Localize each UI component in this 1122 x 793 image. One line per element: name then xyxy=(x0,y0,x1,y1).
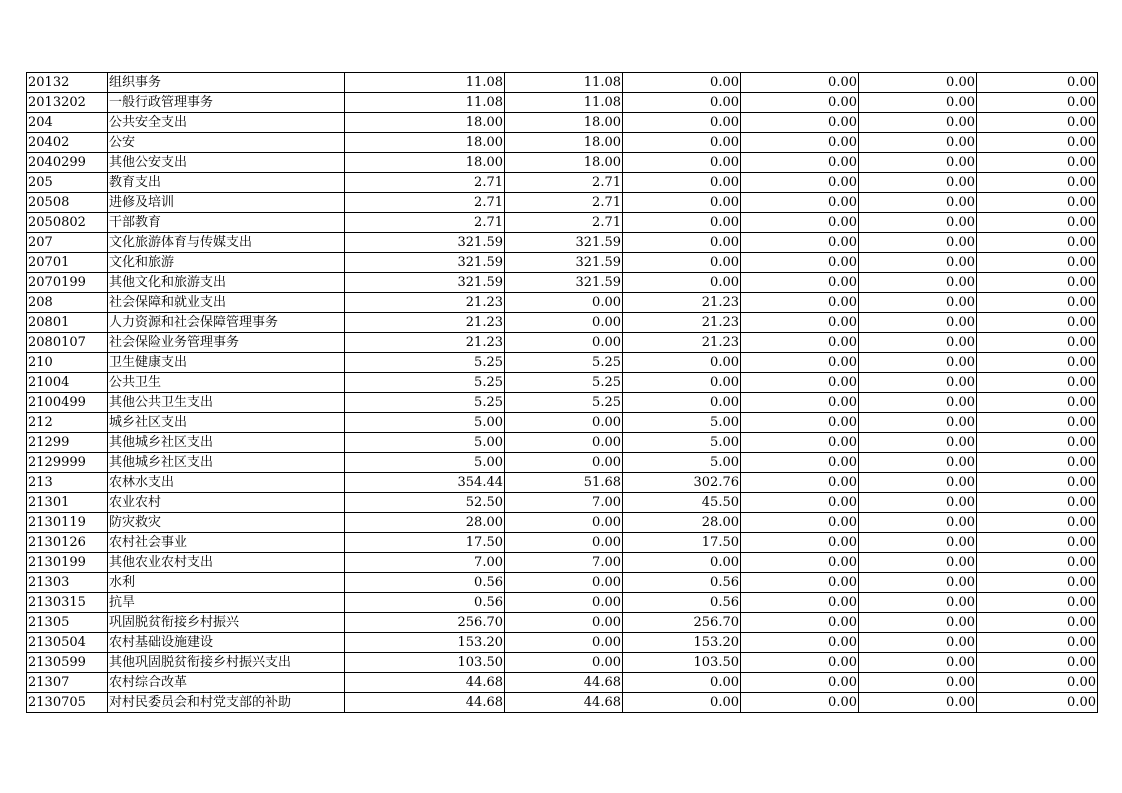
subject-code-cell: 2130504 xyxy=(27,633,108,653)
subject-name-cell: 干部教育 xyxy=(108,213,345,233)
amount-cell: 2.71 xyxy=(505,193,623,213)
amount-cell: 0.00 xyxy=(859,613,977,633)
amount-cell: 18.00 xyxy=(345,113,505,133)
amount-cell: 11.08 xyxy=(505,93,623,113)
amount-cell: 0.56 xyxy=(345,573,505,593)
amount-cell: 0.00 xyxy=(977,593,1098,613)
amount-cell: 2.71 xyxy=(345,213,505,233)
amount-cell: 17.50 xyxy=(345,533,505,553)
amount-cell: 7.00 xyxy=(345,553,505,573)
subject-name-cell: 农业农村 xyxy=(108,493,345,513)
amount-cell: 0.00 xyxy=(977,393,1098,413)
amount-cell: 0.00 xyxy=(505,293,623,313)
amount-cell: 0.00 xyxy=(505,653,623,673)
amount-cell: 0.00 xyxy=(623,93,741,113)
subject-code-cell: 2130599 xyxy=(27,653,108,673)
amount-cell: 0.00 xyxy=(977,213,1098,233)
amount-cell: 5.25 xyxy=(505,353,623,373)
amount-cell: 0.00 xyxy=(859,153,977,173)
table-row xyxy=(27,433,1098,453)
subject-name-cell: 城乡社区支出 xyxy=(108,413,345,433)
subject-name-cell: 其他城乡社区支出 xyxy=(108,433,345,453)
amount-cell: 0.00 xyxy=(505,593,623,613)
subject-code-cell: 2070199 xyxy=(27,273,108,293)
subject-name-cell: 农村基础设施建设 xyxy=(108,633,345,653)
subject-name-cell: 其他巩固脱贫衔接乡村振兴支出 xyxy=(108,653,345,673)
amount-cell: 0.00 xyxy=(623,173,741,193)
amount-cell: 21.23 xyxy=(345,333,505,353)
amount-cell: 0.00 xyxy=(741,593,859,613)
amount-cell: 321.59 xyxy=(505,273,623,293)
amount-cell: 0.00 xyxy=(859,693,977,713)
table-row xyxy=(27,533,1098,553)
amount-cell: 0.00 xyxy=(977,633,1098,653)
amount-cell: 28.00 xyxy=(623,513,741,533)
amount-cell: 0.00 xyxy=(859,553,977,573)
amount-cell: 0.00 xyxy=(623,213,741,233)
amount-cell: 0.00 xyxy=(977,613,1098,633)
table-row xyxy=(27,173,1098,193)
amount-cell: 0.00 xyxy=(977,273,1098,293)
amount-cell: 0.00 xyxy=(859,233,977,253)
amount-cell: 321.59 xyxy=(505,233,623,253)
amount-cell: 0.56 xyxy=(623,593,741,613)
amount-cell: 0.00 xyxy=(977,653,1098,673)
amount-cell: 18.00 xyxy=(505,113,623,133)
table-row xyxy=(27,233,1098,253)
subject-name-cell: 社会保险业务管理事务 xyxy=(108,333,345,353)
amount-cell: 256.70 xyxy=(623,613,741,633)
table-row xyxy=(27,653,1098,673)
table-row xyxy=(27,313,1098,333)
amount-cell: 0.00 xyxy=(741,633,859,653)
amount-cell: 44.68 xyxy=(505,673,623,693)
amount-cell: 0.00 xyxy=(741,573,859,593)
subject-code-cell: 2050802 xyxy=(27,213,108,233)
subject-code-cell: 21303 xyxy=(27,573,108,593)
table-row xyxy=(27,493,1098,513)
amount-cell: 52.50 xyxy=(345,493,505,513)
amount-cell: 0.00 xyxy=(741,473,859,493)
amount-cell: 0.00 xyxy=(623,193,741,213)
amount-cell: 0.00 xyxy=(977,73,1098,93)
amount-cell: 0.00 xyxy=(741,553,859,573)
amount-cell: 0.00 xyxy=(741,453,859,473)
amount-cell: 21.23 xyxy=(623,313,741,333)
amount-cell: 44.68 xyxy=(505,693,623,713)
amount-cell: 0.00 xyxy=(859,133,977,153)
amount-cell: 354.44 xyxy=(345,473,505,493)
amount-cell: 0.00 xyxy=(977,173,1098,193)
amount-cell: 321.59 xyxy=(345,253,505,273)
subject-name-cell: 其他文化和旅游支出 xyxy=(108,273,345,293)
subject-name-cell: 其他农业农村支出 xyxy=(108,553,345,573)
amount-cell: 0.00 xyxy=(977,553,1098,573)
amount-cell: 0.00 xyxy=(741,193,859,213)
table-row xyxy=(27,333,1098,353)
subject-name-cell: 一般行政管理事务 xyxy=(108,93,345,113)
subject-code-cell: 212 xyxy=(27,413,108,433)
amount-cell: 0.00 xyxy=(977,293,1098,313)
amount-cell: 18.00 xyxy=(505,133,623,153)
subject-code-cell: 21301 xyxy=(27,493,108,513)
amount-cell: 0.00 xyxy=(741,133,859,153)
subject-name-cell: 公安 xyxy=(108,133,345,153)
amount-cell: 0.00 xyxy=(859,633,977,653)
amount-cell: 0.00 xyxy=(741,113,859,133)
amount-cell: 0.00 xyxy=(977,473,1098,493)
amount-cell: 0.00 xyxy=(859,293,977,313)
amount-cell: 0.00 xyxy=(977,513,1098,533)
amount-cell: 0.00 xyxy=(977,413,1098,433)
subject-name-cell: 农村综合改革 xyxy=(108,673,345,693)
amount-cell: 0.00 xyxy=(977,233,1098,253)
amount-cell: 0.56 xyxy=(345,593,505,613)
subject-code-cell: 20132 xyxy=(27,73,108,93)
table-row xyxy=(27,93,1098,113)
amount-cell: 0.00 xyxy=(623,373,741,393)
subject-name-cell: 巩固脱贫衔接乡村振兴 xyxy=(108,613,345,633)
amount-cell: 5.00 xyxy=(345,453,505,473)
amount-cell: 321.59 xyxy=(345,273,505,293)
amount-cell: 0.00 xyxy=(859,453,977,473)
amount-cell: 7.00 xyxy=(505,493,623,513)
amount-cell: 0.00 xyxy=(741,213,859,233)
amount-cell: 5.00 xyxy=(623,453,741,473)
amount-cell: 0.00 xyxy=(741,493,859,513)
amount-cell: 2.71 xyxy=(505,213,623,233)
amount-cell: 0.00 xyxy=(977,353,1098,373)
amount-cell: 21.23 xyxy=(345,293,505,313)
amount-cell: 0.00 xyxy=(505,413,623,433)
subject-name-cell: 水利 xyxy=(108,573,345,593)
amount-cell: 28.00 xyxy=(345,513,505,533)
amount-cell: 5.25 xyxy=(345,353,505,373)
amount-cell: 0.00 xyxy=(859,673,977,693)
amount-cell: 0.00 xyxy=(623,393,741,413)
amount-cell: 0.00 xyxy=(977,573,1098,593)
subject-name-cell: 社会保障和就业支出 xyxy=(108,293,345,313)
amount-cell: 0.00 xyxy=(977,93,1098,113)
subject-code-cell: 2130705 xyxy=(27,693,108,713)
amount-cell: 0.00 xyxy=(977,333,1098,353)
amount-cell: 0.00 xyxy=(505,433,623,453)
amount-cell: 0.00 xyxy=(505,313,623,333)
amount-cell: 5.25 xyxy=(505,393,623,413)
subject-name-cell: 抗旱 xyxy=(108,593,345,613)
subject-code-cell: 20801 xyxy=(27,313,108,333)
amount-cell: 21.23 xyxy=(623,293,741,313)
amount-cell: 0.00 xyxy=(505,633,623,653)
amount-cell: 0.00 xyxy=(623,73,741,93)
amount-cell: 0.00 xyxy=(505,573,623,593)
amount-cell: 0.00 xyxy=(741,413,859,433)
amount-cell: 0.00 xyxy=(859,353,977,373)
amount-cell: 2.71 xyxy=(505,173,623,193)
amount-cell: 302.76 xyxy=(623,473,741,493)
amount-cell: 0.00 xyxy=(859,173,977,193)
table-row xyxy=(27,613,1098,633)
subject-code-cell: 21307 xyxy=(27,673,108,693)
amount-cell: 0.00 xyxy=(859,253,977,273)
subject-code-cell: 21305 xyxy=(27,613,108,633)
amount-cell: 0.00 xyxy=(859,653,977,673)
amount-cell: 0.00 xyxy=(977,493,1098,513)
amount-cell: 0.00 xyxy=(741,433,859,453)
amount-cell: 0.00 xyxy=(505,513,623,533)
subject-code-cell: 2130199 xyxy=(27,553,108,573)
amount-cell: 0.00 xyxy=(977,693,1098,713)
subject-code-cell: 210 xyxy=(27,353,108,373)
amount-cell: 0.00 xyxy=(741,253,859,273)
amount-cell: 0.00 xyxy=(977,453,1098,473)
table-row xyxy=(27,213,1098,233)
amount-cell: 0.00 xyxy=(977,673,1098,693)
amount-cell: 0.00 xyxy=(977,313,1098,333)
amount-cell: 0.00 xyxy=(859,393,977,413)
amount-cell: 18.00 xyxy=(345,133,505,153)
amount-cell: 0.00 xyxy=(623,553,741,573)
amount-cell: 0.00 xyxy=(741,673,859,693)
amount-cell: 5.00 xyxy=(623,413,741,433)
table-row xyxy=(27,133,1098,153)
amount-cell: 0.00 xyxy=(623,253,741,273)
amount-cell: 0.00 xyxy=(977,113,1098,133)
table-row xyxy=(27,593,1098,613)
table-row xyxy=(27,453,1098,473)
amount-cell: 0.00 xyxy=(741,513,859,533)
amount-cell: 0.00 xyxy=(623,233,741,253)
amount-cell: 0.00 xyxy=(977,153,1098,173)
subject-code-cell: 208 xyxy=(27,293,108,313)
table-row xyxy=(27,553,1098,573)
amount-cell: 0.00 xyxy=(859,313,977,333)
table-row xyxy=(27,633,1098,653)
amount-cell: 0.00 xyxy=(741,333,859,353)
table-row xyxy=(27,253,1098,273)
amount-cell: 7.00 xyxy=(505,553,623,573)
subject-name-cell: 农林水支出 xyxy=(108,473,345,493)
amount-cell: 0.00 xyxy=(859,533,977,553)
amount-cell: 5.25 xyxy=(505,373,623,393)
subject-name-cell: 卫生健康支出 xyxy=(108,353,345,373)
amount-cell: 0.00 xyxy=(859,373,977,393)
amount-cell: 45.50 xyxy=(623,493,741,513)
table-row xyxy=(27,273,1098,293)
amount-cell: 153.20 xyxy=(345,633,505,653)
amount-cell: 0.00 xyxy=(859,473,977,493)
amount-cell: 21.23 xyxy=(623,333,741,353)
amount-cell: 2.71 xyxy=(345,193,505,213)
amount-cell: 0.56 xyxy=(623,573,741,593)
table-body xyxy=(27,73,1098,713)
table-row xyxy=(27,393,1098,413)
amount-cell: 0.00 xyxy=(859,573,977,593)
amount-cell: 44.68 xyxy=(345,673,505,693)
subject-name-cell: 公共卫生 xyxy=(108,373,345,393)
amount-cell: 0.00 xyxy=(505,333,623,353)
amount-cell: 0.00 xyxy=(505,453,623,473)
table-row xyxy=(27,373,1098,393)
subject-code-cell: 20402 xyxy=(27,133,108,153)
table-row xyxy=(27,153,1098,173)
amount-cell: 0.00 xyxy=(977,133,1098,153)
amount-cell: 0.00 xyxy=(741,93,859,113)
amount-cell: 256.70 xyxy=(345,613,505,633)
table-row xyxy=(27,353,1098,373)
amount-cell: 103.50 xyxy=(623,653,741,673)
amount-cell: 0.00 xyxy=(741,313,859,333)
amount-cell: 5.25 xyxy=(345,373,505,393)
amount-cell: 0.00 xyxy=(623,273,741,293)
amount-cell: 0.00 xyxy=(859,193,977,213)
amount-cell: 0.00 xyxy=(977,193,1098,213)
subject-code-cell: 205 xyxy=(27,173,108,193)
amount-cell: 0.00 xyxy=(505,613,623,633)
amount-cell: 0.00 xyxy=(977,533,1098,553)
subject-code-cell: 207 xyxy=(27,233,108,253)
table-row xyxy=(27,513,1098,533)
subject-code-cell: 2130126 xyxy=(27,533,108,553)
amount-cell: 0.00 xyxy=(859,73,977,93)
amount-cell: 0.00 xyxy=(859,493,977,513)
amount-cell: 0.00 xyxy=(741,393,859,413)
budget-table xyxy=(26,72,1098,713)
subject-name-cell: 教育支出 xyxy=(108,173,345,193)
amount-cell: 0.00 xyxy=(741,353,859,373)
subject-code-cell: 213 xyxy=(27,473,108,493)
subject-code-cell: 2100499 xyxy=(27,393,108,413)
table-row xyxy=(27,193,1098,213)
amount-cell: 0.00 xyxy=(741,693,859,713)
amount-cell: 51.68 xyxy=(505,473,623,493)
amount-cell: 0.00 xyxy=(741,273,859,293)
amount-cell: 5.00 xyxy=(623,433,741,453)
subject-name-cell: 文化和旅游 xyxy=(108,253,345,273)
subject-code-cell: 20701 xyxy=(27,253,108,273)
amount-cell: 0.00 xyxy=(623,353,741,373)
amount-cell: 321.59 xyxy=(505,253,623,273)
subject-name-cell: 进修及培训 xyxy=(108,193,345,213)
amount-cell: 5.25 xyxy=(345,393,505,413)
amount-cell: 0.00 xyxy=(977,433,1098,453)
subject-name-cell: 其他公安支出 xyxy=(108,153,345,173)
amount-cell: 0.00 xyxy=(623,133,741,153)
amount-cell: 0.00 xyxy=(741,293,859,313)
table-row xyxy=(27,413,1098,433)
amount-cell: 103.50 xyxy=(345,653,505,673)
subject-name-cell: 文化旅游体育与传媒支出 xyxy=(108,233,345,253)
amount-cell: 0.00 xyxy=(741,173,859,193)
subject-code-cell: 21299 xyxy=(27,433,108,453)
subject-code-cell: 2040299 xyxy=(27,153,108,173)
amount-cell: 0.00 xyxy=(859,113,977,133)
amount-cell: 0.00 xyxy=(741,73,859,93)
subject-code-cell: 2130119 xyxy=(27,513,108,533)
amount-cell: 0.00 xyxy=(859,433,977,453)
table-row xyxy=(27,573,1098,593)
amount-cell: 11.08 xyxy=(345,73,505,93)
amount-cell: 0.00 xyxy=(859,213,977,233)
amount-cell: 0.00 xyxy=(623,693,741,713)
amount-cell: 0.00 xyxy=(505,533,623,553)
subject-name-cell: 公共安全支出 xyxy=(108,113,345,133)
subject-name-cell: 对村民委员会和村党支部的补助 xyxy=(108,693,345,713)
subject-code-cell: 2080107 xyxy=(27,333,108,353)
amount-cell: 18.00 xyxy=(505,153,623,173)
amount-cell: 0.00 xyxy=(977,373,1098,393)
amount-cell: 0.00 xyxy=(623,673,741,693)
amount-cell: 0.00 xyxy=(741,533,859,553)
amount-cell: 0.00 xyxy=(859,513,977,533)
amount-cell: 44.68 xyxy=(345,693,505,713)
amount-cell: 321.59 xyxy=(345,233,505,253)
amount-cell: 17.50 xyxy=(623,533,741,553)
amount-cell: 0.00 xyxy=(859,413,977,433)
amount-cell: 0.00 xyxy=(741,653,859,673)
amount-cell: 2.71 xyxy=(345,173,505,193)
subject-name-cell: 防灾救灾 xyxy=(108,513,345,533)
table-row xyxy=(27,293,1098,313)
amount-cell: 11.08 xyxy=(505,73,623,93)
subject-code-cell: 2013202 xyxy=(27,93,108,113)
amount-cell: 21.23 xyxy=(345,313,505,333)
amount-cell: 5.00 xyxy=(345,413,505,433)
subject-code-cell: 2129999 xyxy=(27,453,108,473)
subject-name-cell: 其他公共卫生支出 xyxy=(108,393,345,413)
subject-code-cell: 2130315 xyxy=(27,593,108,613)
amount-cell: 5.00 xyxy=(345,433,505,453)
table-row xyxy=(27,673,1098,693)
amount-cell: 0.00 xyxy=(741,613,859,633)
amount-cell: 0.00 xyxy=(623,113,741,133)
table-row xyxy=(27,113,1098,133)
amount-cell: 0.00 xyxy=(859,273,977,293)
table-row xyxy=(27,473,1098,493)
table-row xyxy=(27,693,1098,713)
table-row xyxy=(27,73,1098,93)
subject-code-cell: 20508 xyxy=(27,193,108,213)
amount-cell: 0.00 xyxy=(741,233,859,253)
subject-code-cell: 204 xyxy=(27,113,108,133)
amount-cell: 153.20 xyxy=(623,633,741,653)
amount-cell: 0.00 xyxy=(741,153,859,173)
amount-cell: 0.00 xyxy=(741,373,859,393)
amount-cell: 0.00 xyxy=(977,253,1098,273)
subject-name-cell: 组织事务 xyxy=(108,73,345,93)
amount-cell: 0.00 xyxy=(859,93,977,113)
subject-code-cell: 21004 xyxy=(27,373,108,393)
amount-cell: 18.00 xyxy=(345,153,505,173)
subject-name-cell: 其他城乡社区支出 xyxy=(108,453,345,473)
subject-name-cell: 农村社会事业 xyxy=(108,533,345,553)
amount-cell: 11.08 xyxy=(345,93,505,113)
amount-cell: 0.00 xyxy=(623,153,741,173)
subject-name-cell: 人力资源和社会保障管理事务 xyxy=(108,313,345,333)
amount-cell: 0.00 xyxy=(859,593,977,613)
amount-cell: 0.00 xyxy=(859,333,977,353)
